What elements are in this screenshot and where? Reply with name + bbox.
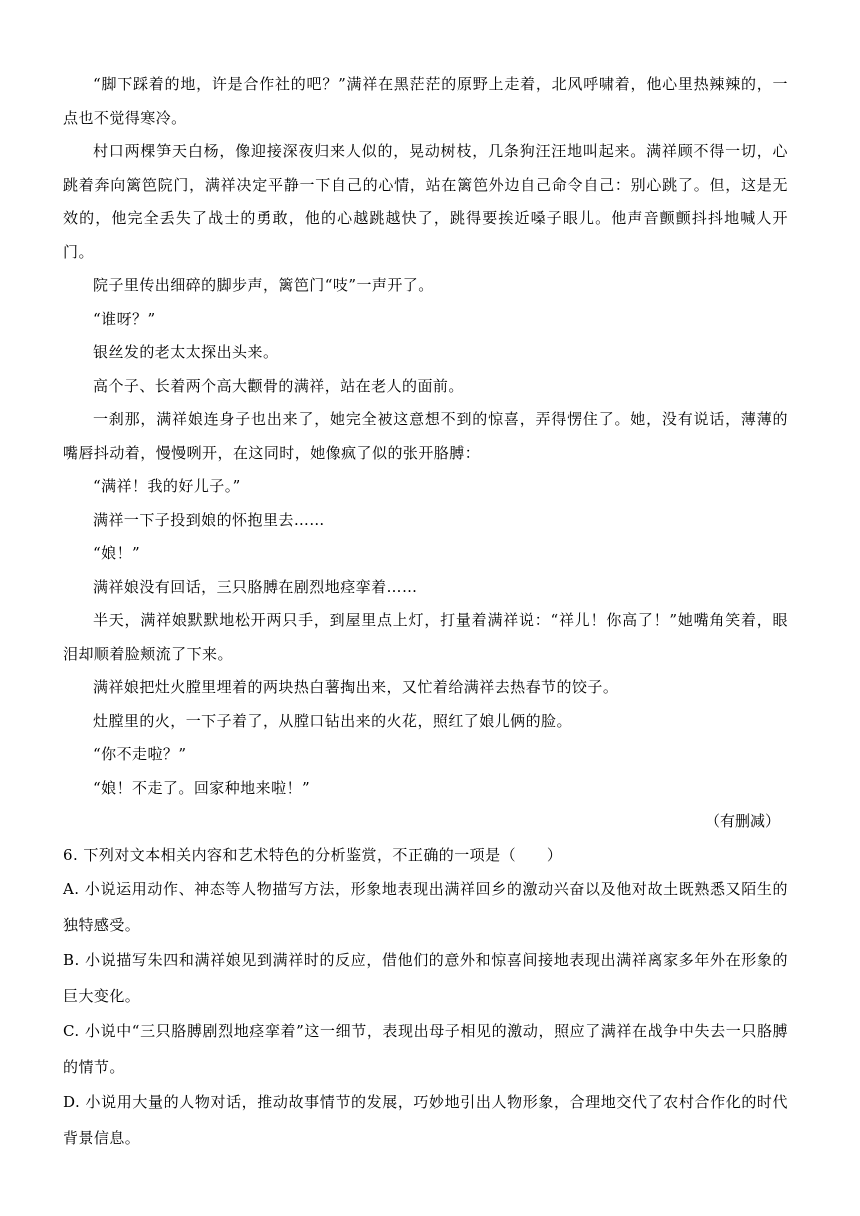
source-note: （有删减） [704,812,780,830]
story-paragraph: 灶膛里的火，一下子着了，从膛口钻出来的火花，照红了娘儿俩的脸。 [93,711,572,730]
question-stem: 6. 下列对文本相关内容和艺术特色的分析鉴赏，不正确的一项是（ ） [63,845,563,864]
story-paragraph: “娘！” [93,544,141,562]
story-paragraph: “满祥！我的好儿子。” [93,477,241,495]
story-paragraph: 高个子、长着两个高大颧骨的满祥，站在老人的面前。 [93,376,464,395]
story-paragraph: 半天，满祥娘默默地松开两只手，到屋里点上灯，打量着满祥说：“祥儿！你高了！”她嘴角笑着，眼泪却顺着脸颊流了下来。 [63,611,788,663]
story-paragraph: 满祥娘没有回话，三只胳膊在剧烈地痉挛着…… [93,577,418,596]
option-a: A. 小说运用动作、神态等人物描写方法，形象地表现出满祥回乡的激动兴奋以及他对故土既熟悉又陌生的独特感受。 [63,880,788,934]
story-paragraph: 银丝发的老太太探出头来。 [93,343,279,361]
story-paragraph: “谁呀？” [93,309,156,328]
story-paragraph: 满祥娘把灶火膛里埋着的两块热白薯掏出来，又忙着给满祥去热春节的饺子。 [93,678,619,696]
story-paragraph: 一刹那，满祥娘连身子也出来了，她完全被这意想不到的惊喜，弄得愣住了。她，没有说话，薄薄的嘴唇抖动着，慢慢咧开，在这同时，她像疯了似的张开胳膊： [63,410,788,462]
story-paragraph: 村口两棵笋天白杨，像迎接深夜归来人似的，晃动树枝，几条狗汪汪地叫起来。满祥顾不得一切，心跳着奔向篱笆院门，满祥决定平静一下自己的心情，站在篱笆外边自己命令自己：别心跳了。但，这是无效的，他完全丢失了战士的勇敢，他的心越跳越快了，跳得要挨近嗓子眼儿。他声音颤颤抖抖地喊人开门。 [63,142,788,261]
option-b: B. 小说描写朱四和满祥娘见到满祥时的反应，借他们的意外和惊喜间接地表现出满祥离家多年外在形象的巨大变化。 [63,951,788,1005]
option-d: D. 小说用大量的人物对话，推动故事情节的发展，巧妙地引出人物形象，合理地交代了农村合作化的时代背景信息。 [63,1093,788,1147]
option-c: C. 小说中“三只胳膊剧烈地痉挛着”这一细节，表现出母子相见的激动，照应了满祥在战争中失去一只胳膊的情节。 [63,1022,788,1076]
document-page [63,68,788,1156]
story-paragraph: “脚下踩着的地，许是合作社的吧？”满祥在黑茫茫的原野上走着，北风呼啸着，他心里热辣辣的，一点也不觉得寒冷。 [63,75,788,127]
story-paragraph: “娘！不走了。回家种地来啦！” [93,778,311,797]
story-paragraph: “你不走啦？” [93,745,187,763]
story-paragraph: 院子里传出细碎的脚步声，篱笆门“吱”一声开了。 [93,276,434,294]
story-paragraph: 满祥一下子投到娘的怀抱里去…… [93,510,325,529]
